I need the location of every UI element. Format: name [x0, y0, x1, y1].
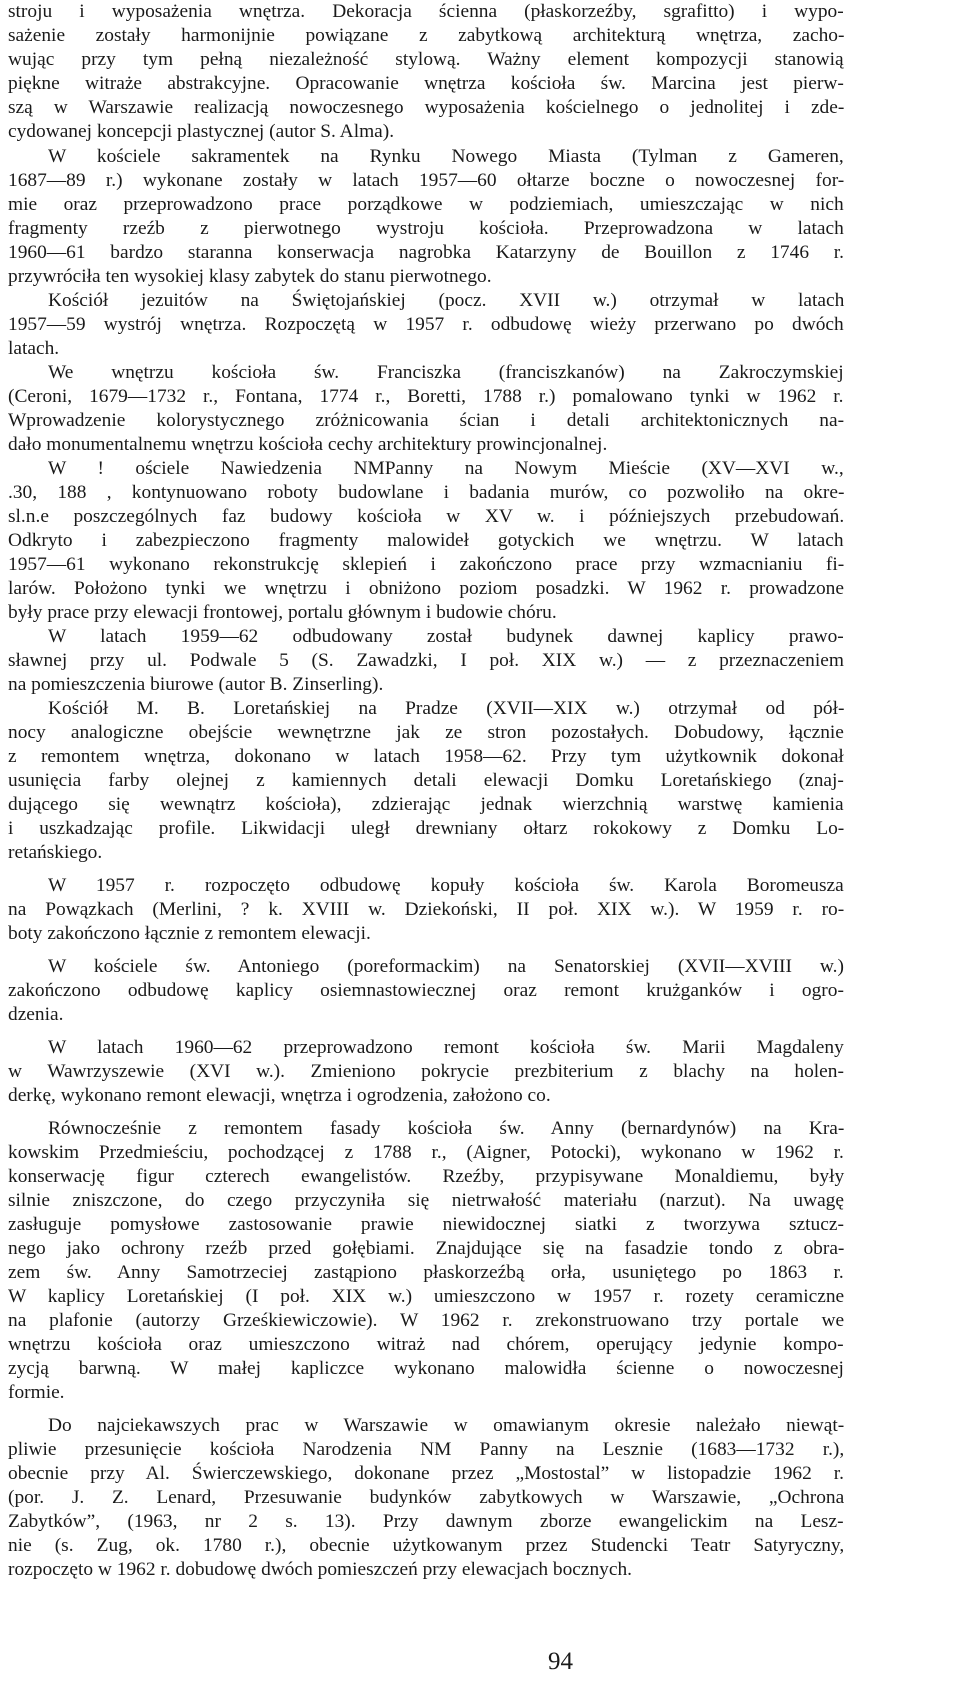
text-line: stroju i wyposażenia wnętrza. Dekoracja ścienna (płaskorzeźby, sgrafitto) i wypo-: [8, 1, 844, 22]
text-line: nocy analogiczne obejście wewnętrzne jak ze stron pozostałych. Dobudowy, łącznie: [8, 722, 844, 743]
text-line: silnie zniszczone, do czego przyczyniła się nietrwałość materiału (narzut). Na uwagę: [8, 1190, 844, 1211]
text-line: mie oraz przeprowadzono prace porządkowe w podziemiach, umieszczając w nich: [8, 194, 844, 215]
text-line: latach.: [8, 338, 60, 359]
text-line: z remontem wnętrza, dokonano w latach 1958—62. Przy tym użytkownik dokonał: [8, 746, 844, 767]
text-line: na plafonie (autorzy Grześkiewiczowie). W 1962 r. zrekonstruowano trzy portale we: [8, 1310, 845, 1331]
text-line: zem św. Anny Samotrzeciej zastąpiono płaskorzeźbą orła, usuniętego po 1863 r.: [8, 1262, 844, 1283]
text-line: retańskiego.: [8, 842, 103, 863]
text-line: W ! ościele Nawiedzenia NMPanny na Nowym Mieście (XV—XVI w.,: [48, 458, 844, 479]
text-line: 1687—89 r.) wykonane zostały w latach 1957—60 ołtarze boczne o nowoczesnej for-: [8, 170, 845, 191]
text-line: W latach 1960—62 przeprowadzono remont kościoła św. Marii Magdaleny: [48, 1037, 844, 1058]
text-line: rozpoczęto w 1962 r. dobudowę dwóch pomieszczeń przy elewacjach bocznych.: [8, 1559, 633, 1580]
text-line: wnętrzu kościoła oraz umieszczono witraż nad chórem, operujący jedynie kompo-: [8, 1334, 844, 1355]
text-line: obecnie przy Al. Świerczewskiego, dokonane przez „Mostostal” w listopadzie 1962 r.: [8, 1463, 845, 1484]
text-line: 1960—61 bardzo staranna konserwacja nagrobka Katarzyny de Bouillon z 1746 r.: [8, 242, 845, 263]
text-line: We wnętrzu kościoła św. Franciszka (franciszkanów) na Zakroczymskiej: [48, 362, 844, 383]
text-line: nego jako ochrony rzeźb przed gołębiami. Znajdujące się na fasadzie tondo z obra-: [8, 1238, 845, 1259]
text-line: Wprowadzenie kolorystycznego zróżnicowania ścian i detali architektonicznych na-: [8, 410, 845, 431]
text-line: sławnej przy ul. Podwale 5 (S. Zawadzki, I poł. XIX w.) — z przeznaczeniem: [8, 650, 844, 671]
text-line: przywróciła ten wysokiej klasy zabytek do stanu pierwotnego.: [8, 266, 492, 287]
text-line: Odkryto i zabezpieczono fragmenty malowideł gotyckich we wnętrzu. W latach: [8, 530, 844, 551]
text-line: szą w Warszawie realizacją nowoczesnego wyposażenia kościelnego o jednolitej i zde-: [8, 97, 845, 118]
text-line: były prace przy elewacji frontowej, portalu głównym i budowie chóru.: [8, 602, 557, 623]
text-line: pliwie przesunięcie kościoła Narodzenia NM Panny na Lesznie (1683—1732 r.),: [8, 1439, 845, 1460]
text-line: Kościół jezuitów na Świętojańskiej (pocz. XVII w.) otrzymał w latach: [48, 290, 845, 311]
text-line: W kaplicy Loretańskiej (I poł. XIX w.) umieszczono w 1957 r. rozety ceramiczne: [8, 1286, 845, 1307]
text-line: na pomieszczenia biurowe (autor B. Zinserling).: [8, 674, 384, 695]
text-line: 1957—59 wystrój wnętrza. Rozpoczętą w 1957 r. odbudowę wieży przerwano po dwóch: [8, 314, 844, 335]
text-line: (Ceroni, 1679—1732 r., Fontana, 1774 r., Boretti, 1788 r.) pomalowano tynki w 1962 r.: [8, 386, 844, 407]
text-line: wując przy tym pełną niezależność stylową. Ważny element kompozycji stanowią: [8, 49, 844, 70]
text-line: dującego się wewnątrz kościoła), zdzierając jednak wierzchnią warstwę kamienia: [8, 794, 844, 815]
text-line: Do najciekawszych prac w Warszawie w omawianym okresie należało niewąt-: [48, 1415, 845, 1436]
text-line: sl.n.e poszczególnych faz budowy kościoła w XV w. i późniejszych przebudowań.: [8, 506, 845, 527]
text-line: cydowanej koncepcji plastycznej (autor S. Alma).: [8, 121, 395, 142]
text-line: zakończono odbudowę kaplicy osiemnastowiecznej oraz remont krużganków i ogro-: [8, 980, 844, 1001]
text-line: (por. J. Z. Lenard, Przesuwanie budynków zabytkowych w Warszawie, „Ochrona: [8, 1487, 845, 1508]
text-line: W kościele sakramentek na Rynku Nowego Miasta (Tylman z Gameren,: [48, 146, 844, 167]
text-line: formie.: [8, 1382, 65, 1403]
text-line: derkę, wykonano remont elewacji, wnętrza i ogrodzenia, założono co.: [8, 1085, 551, 1106]
text-line: konserwację figur czterech ewangelistów. Rzeźby, przypisywane Monaldiemu, były: [8, 1166, 845, 1187]
text-line: usunięcia farby olejnej z kamiennych detali elewacji Domku Loretańskiego (znaj-: [8, 770, 844, 791]
text-line: boty zakończono łącznie z remontem elewacji.: [8, 923, 371, 944]
text-line: fragmenty rzeźb z pierwotnego wystroju kościoła. Przeprowadzona w latach: [8, 218, 844, 239]
text-line: sażenie zostały harmonijnie powiązane z zabytkową architekturą wnętrza, zacho-: [8, 25, 845, 46]
text-line: Zabytków”, (1963, nr 2 s. 13). Przy dawnym zborze ewangelickim na Lesz-: [8, 1511, 844, 1532]
text-line: dało monumentalnemu wnętrzu kościoła cechy architektury prowincjonalnej.: [8, 434, 608, 455]
text-line: zasługuje pomysłowe zastosowanie prawie niewidocznej siatki z tworzywa sztucz-: [8, 1214, 844, 1235]
text-line: nie (s. Zug, ok. 1780 r.), obecnie użytkowanym przez Studencki Teatr Satyryczny,: [8, 1535, 845, 1556]
text-line: .30, 188 , kontynuowano roboty budowlane i badania murów, co pozwoliło na okre-: [8, 482, 845, 503]
text-line: zycją barwną. W małej kapliczce wykonano malowidła ścienne o nowoczesnej: [8, 1358, 844, 1379]
text-line: i uszkadzając profile. Likwidacji uległ drewniany ołtarz rokokowy z Domku Lo-: [8, 818, 845, 839]
text-line: w Wawrzyszewie (XVI w.). Zmieniono pokrycie prezbiterium z blachy na holen-: [8, 1061, 844, 1082]
text-line: W kościele św. Antoniego (poreformackim) na Senatorskiej (XVII—XVIII w.): [48, 956, 844, 977]
text-line: larów. Położono tynki we wnętrzu i obniżono poziom posadzki. W 1962 r. prowadzone: [8, 578, 844, 599]
text-line: 1957—61 wykonano rekonstrukcję sklepień i zakończono prace przy wzmacnianiu fi-: [8, 554, 845, 575]
text-line: kowskim Przedmieściu, pochodzącej z 1788 r., (Aigner, Potocki), wykonano w 1962 r.: [8, 1142, 844, 1163]
text-line: Równocześnie z remontem fasady kościoła św. Anny (bernardynów) na Kra-: [48, 1118, 845, 1139]
page-number: 94: [548, 1648, 573, 1675]
text-line: W latach 1959—62 odbudowany został budynek dawnej kaplicy prawo-: [48, 626, 844, 647]
text-line: Kościół M. B. Loretańskiej na Pradze (XVII—XIX w.) otrzymał od pół-: [48, 698, 845, 719]
text-line: W 1957 r. rozpoczęto odbudowę kopuły kościoła św. Karola Boromeusza: [48, 875, 844, 896]
text-line: piękne witraże abstrakcyjne. Opracowanie wnętrza kościoła św. Marcina jest pierw-: [8, 73, 844, 94]
text-line: dzenia.: [8, 1004, 64, 1025]
text-line: na Powązkach (Merlini, ? k. XVIII w. Dziekoński, II poł. XIX w.). W 1959 r. ro-: [8, 899, 845, 920]
